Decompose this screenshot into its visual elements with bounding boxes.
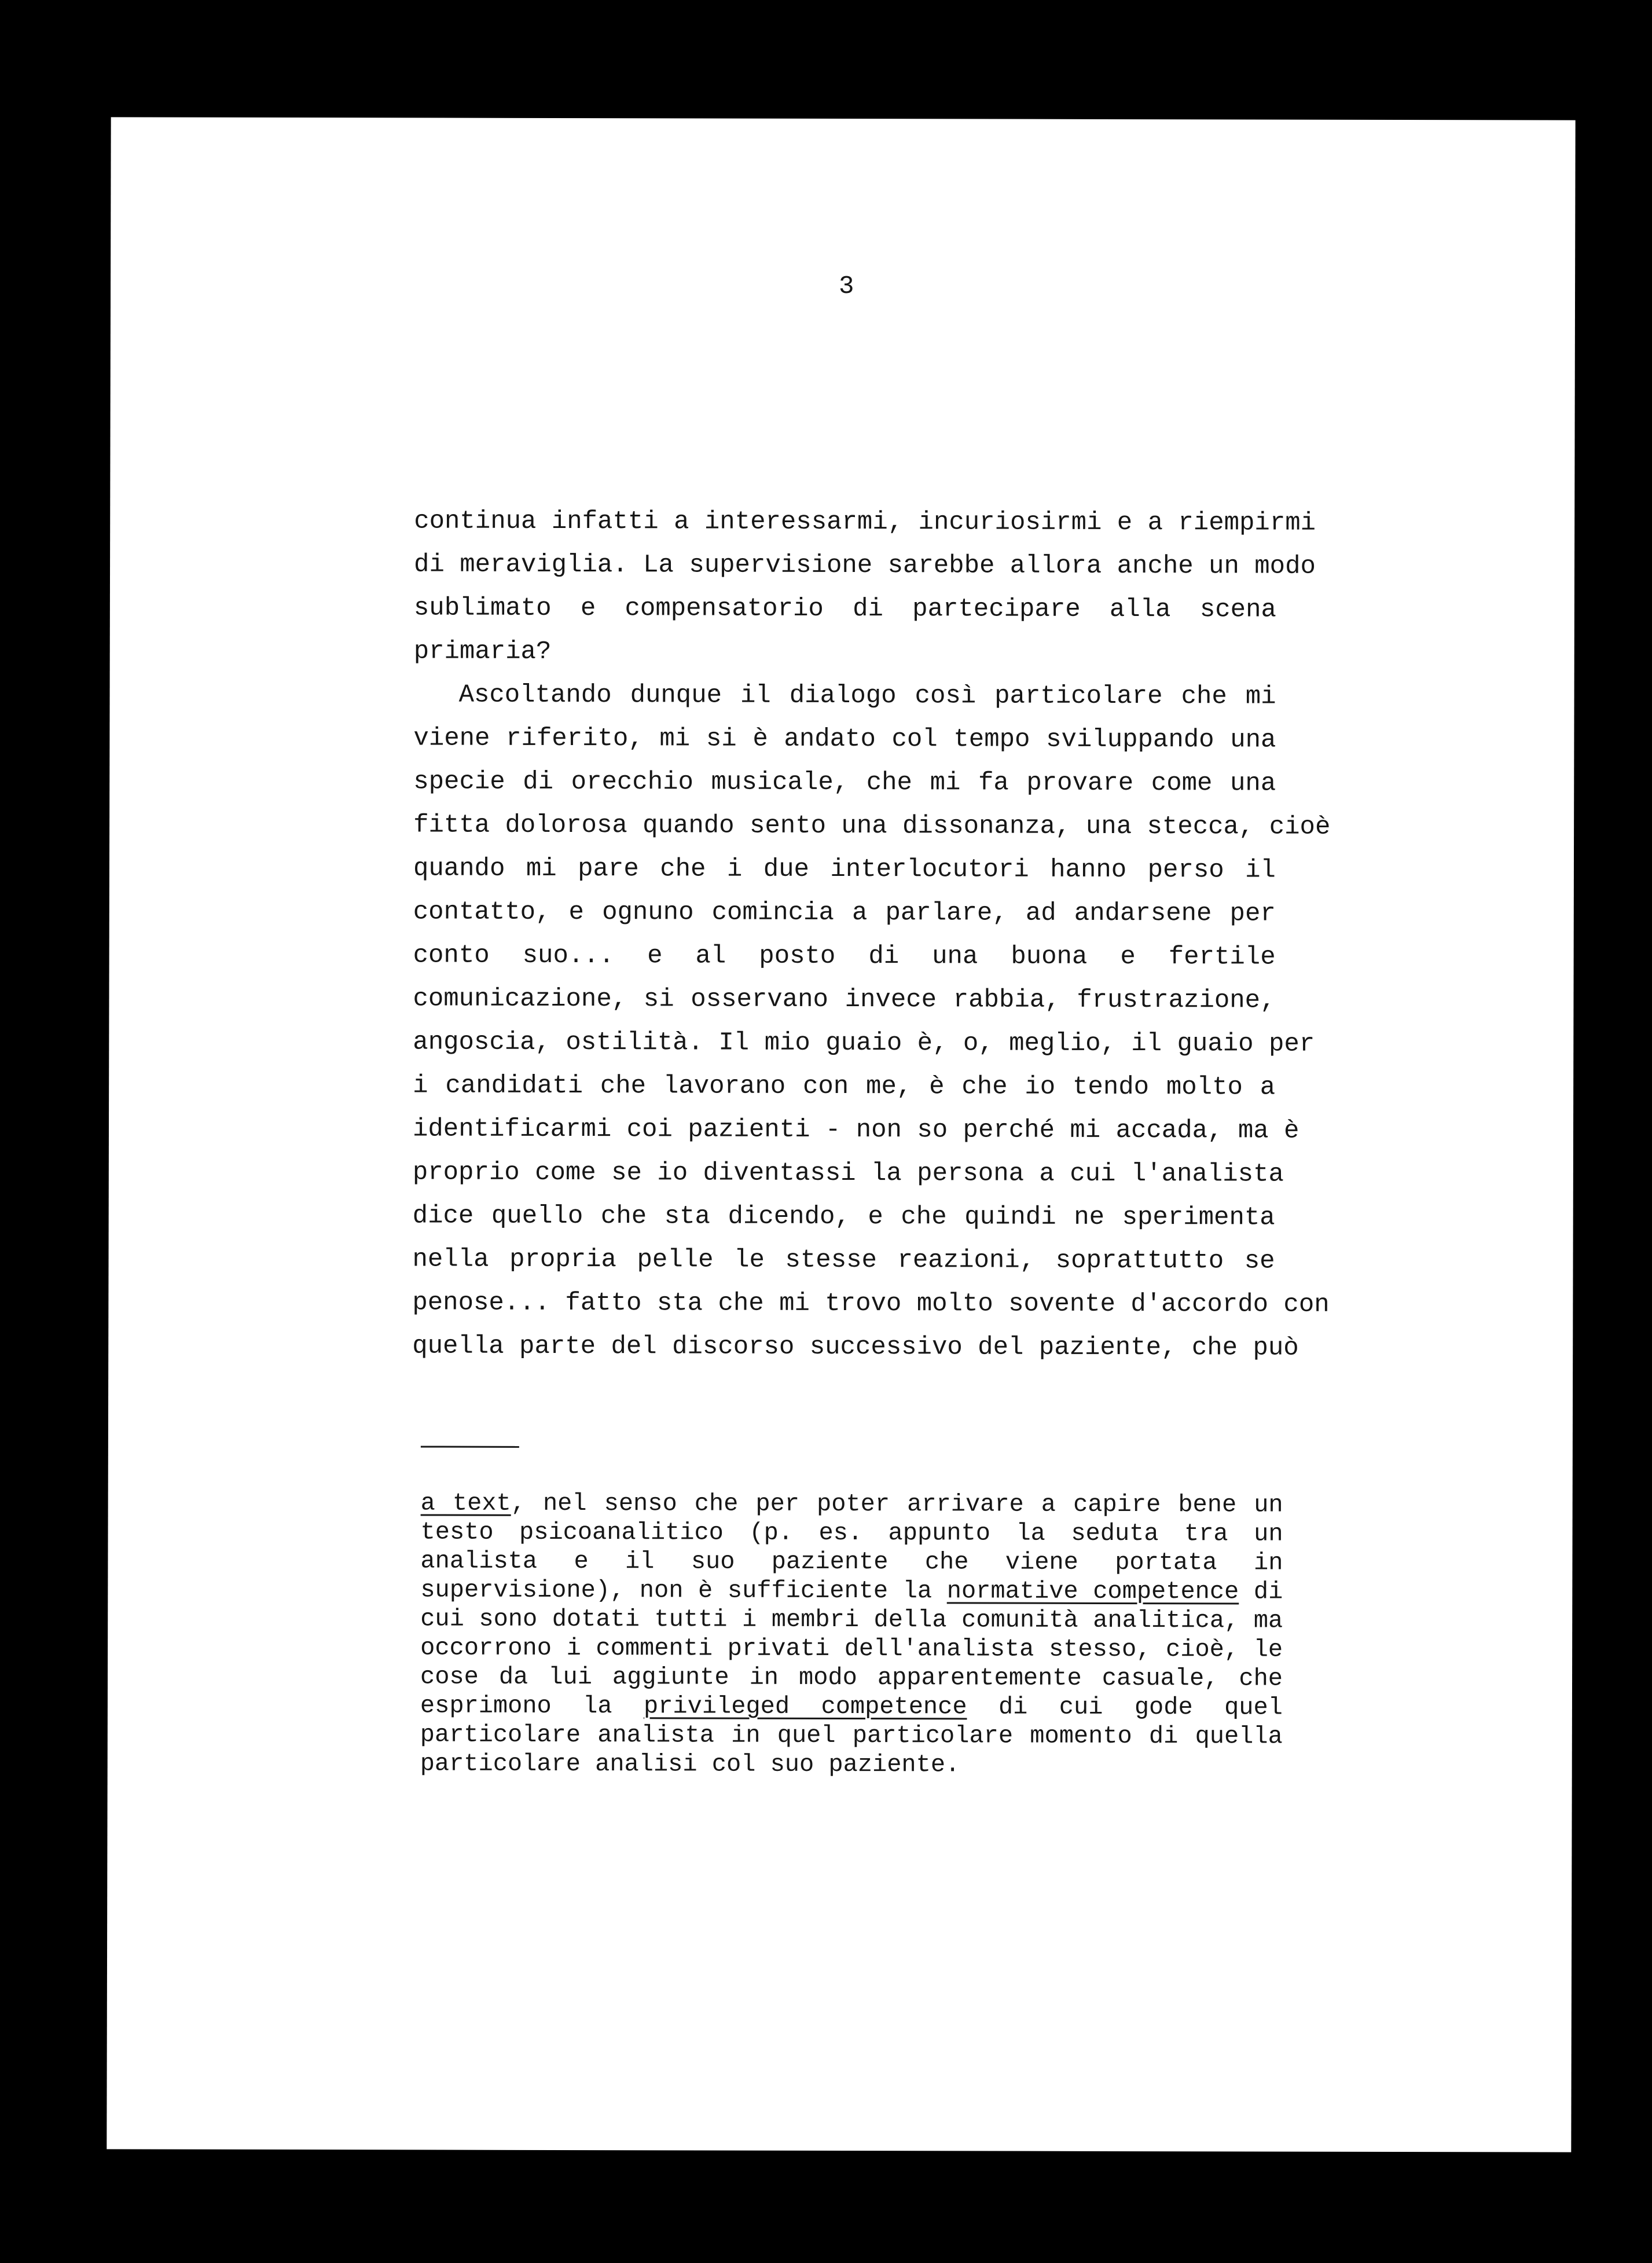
footnote-line: testo psicoanalitico (p. es. appunto la seduta tra un [420,1518,1283,1548]
footnote-line [421,1488,1283,1519]
footnote-line: cui sono dotati tutti i membri della comunità analitica, ma [420,1605,1283,1635]
footnote-line: particolare analisi col suo paziente. [420,1749,960,1779]
text-line: angoscia, ostilità. Il mio guaio è, o, meglio, il guaio per [413,1028,1315,1059]
footnote-line [420,1575,1283,1606]
footnote-text: di cui gode quel [967,1693,1283,1722]
footnote-text: di [1239,1578,1283,1606]
underlined-term: normative competence [946,1577,1239,1606]
text-line: specie di orecchio musicale, che mi fa provare come una [413,767,1276,798]
footnote [420,1488,1283,1780]
text-line: penose... fatto sta che mi trovo molto sovente d'accordo con [412,1288,1330,1319]
document-page [107,117,1575,2152]
main-text [412,500,1331,1370]
text-line: continua infatti a interessarmi, incuriosirmi e a riempirmi [414,507,1316,538]
text-line: conto suo... e al posto di una buona e fertile [413,941,1276,972]
text-line: viene riferito, mi si è andato col tempo sviluppando una [413,724,1276,755]
text-line: Ascoltando dunque il dialogo così particolare che mi [458,680,1276,711]
text-line: quella parte del discorso successivo del paziente, che può [412,1332,1299,1363]
footnote-line: cose da lui aggiunte in modo apparentemente casuale, che [420,1663,1283,1693]
text-line: comunicazione, si osservano invece rabbia, frustrazione, [413,984,1276,1015]
footnote-line: analista e il suo paziente che viene portata in [420,1547,1283,1577]
text-line: contatto, e ognuno comincia a parlare, ad andarsene per [413,897,1276,929]
text-line: di meraviglia. La supervisione sarebbe allora anche un modo [414,550,1316,581]
footnote-text: supervisione), non è sufficiente la [420,1576,947,1605]
text-line: i candidati che lavorano con me, è che io tendo molto a [413,1071,1276,1102]
text-line: dice quello che sta dicendo, e che quindi ne sperimenta [412,1201,1275,1233]
footnote-line: particolare analista in quel particolare momento di quella [420,1721,1283,1751]
text-line: primaria? [413,637,552,666]
text-line: sublimato e compensatorio di partecipare alla scena [413,593,1276,625]
footnote-line [420,1691,1283,1722]
footnote-line: occorrono i commenti privati dell'analista stesso, cioè, le [420,1634,1283,1664]
footnote-separator [421,1446,519,1447]
footnote-text: , nel senso che per poter arrivare a capire bene un [511,1489,1283,1519]
underlined-term: privileged competence [643,1692,967,1721]
text-line: identificarmi coi pazienti - non so perché mi accada, ma è [412,1114,1299,1146]
text-line: nella propria pelle le stesse reazioni, soprattutto se [412,1245,1275,1276]
footnote-text: esprimono la [420,1692,644,1721]
underlined-term: a text [420,1489,511,1517]
text-line: proprio come se io diventassi la persona a cui l'analista [412,1158,1284,1189]
text-line: quando mi pare che i due interlocutori hanno perso il [413,854,1276,885]
page-number: 3 [839,272,854,302]
text-line: fitta dolorosa quando sento una dissonanza, una stecca, cioè [413,810,1331,842]
